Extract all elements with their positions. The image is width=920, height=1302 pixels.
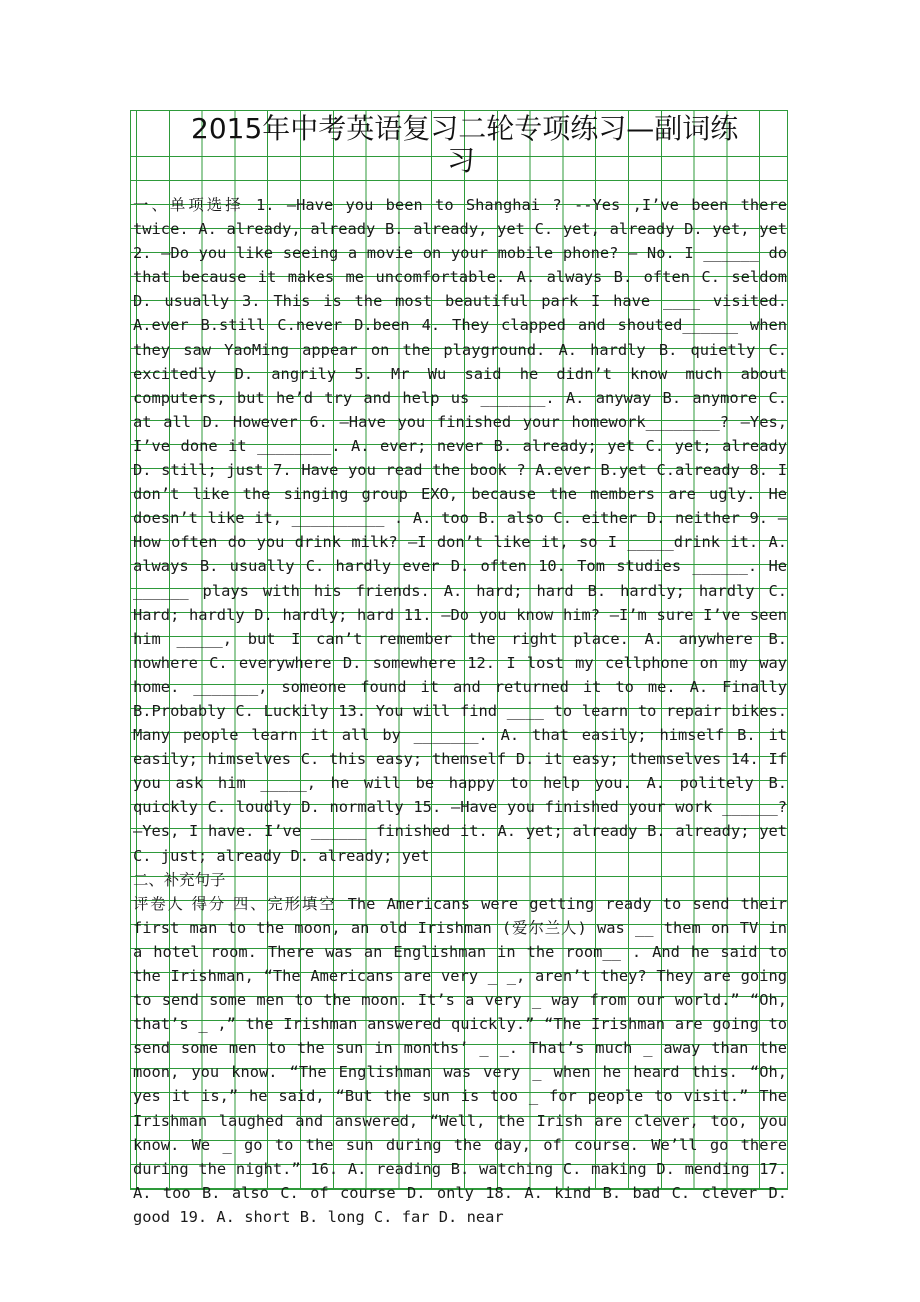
section2-heading: 二、补充句子: [133, 870, 226, 889]
section-multiple-choice: [133, 193, 787, 868]
section-cloze: [133, 892, 787, 1229]
section1-questions: 1. —Have you been to Shanghai ? --Yes ,I’ve been there twice. A. already, already B. already, yet C. yet, already D. yet, yet 2. —Do you like seeing a movie on your mobile phone? — No. I ______ do that because it makes me uncomfortable. A. always B. often C. seldom D. usually 3. This is the most beautiful park I have ____ visited. A.ever B.still C.never D.been 4. They clapped and shouted______ when they saw YaoMing appear on the playground. A. hardly B. quietly C. excitedly D. angrily 5. Mr Wu said he didn’t know much about computers, but he’d try and help us _______. A. anyway B. anymore C. at all D. However 6. —Have you finished your homework________? —Yes, I’ve done it ________. A. ever; never B. already; yet C. yet; already D. still; just 7. Have you read the book ? A.ever B.yet C.already 8. I don’t like the singing group EXO, because the members are ugly. He doesn’t like it, __________ . A. too B. also C. either D. neither 9. —How often do you drink milk? —I don’t like it, so I _____drink it. A. always B. usually C. hardly ever D. often 10. Tom studies ______. He ______ plays with his friends. A. hard; hard B. hardly; hardly C. Hard; hardly D. hardly; hard 11. —Do you know him? —I’m sure I’ve seen him _____, but I can’t remember the right place. A. anywhere B. nowhere C. everywhere D. somewhere 12. I lost my cellphone on my way home. _______, someone found it and returned it to me. A. Finally B.Probably C. Luckily 13. You will find ____ to learn to repair bikes. Many people learn it all by _______. A. that easily; himself B. it easily; himselves C. this easy; themself D. it easy; themselves 14. If you ask him _____, he will be happy to help you. A. politely B. quickly C. loudly D. normally 15. —Have you finished your work ______? —Yes, I have. I’ve ______ finished it. A. yet; already B. already; yet C. just; already D. already; yet: [133, 196, 787, 865]
title-line-2: 习: [446, 144, 475, 177]
section4-prefix: 评卷人 得分 四、完形填空: [133, 894, 337, 913]
worksheet-body: [133, 193, 787, 1229]
title-line-1: 2015年中考英语复习二轮专项练习—副词练: [191, 112, 739, 145]
section-complete-sentences: [133, 868, 787, 892]
section1-heading: 一、单项选择: [133, 196, 244, 214]
worksheet-page: [130, 110, 788, 1226]
page-title: [191, 113, 791, 177]
section4-passage: The Americans were getting ready to send their first man to the moon, an old Irishman (爱尔兰人) was __ them on TV in a hotel room. There was an Englishman in the room__ . And he said to the Irishman, “The Americans are very _ _, aren’t they? They are going to send some men to the moon. It’s a very _ way from our world.” “Oh, that’s _ ,” the Irishman answered quickly.” “The Irishman are going to send some men to the sun in months’ _ _. That’s much _ away than the moon, you know. “The Englishman was very _ when he heard this. “Oh, yes it is,” he said, “But the sun is too _ for people to visit.” The Irishman laughed and answered, “Well, the Irish are clever, too, you know. We _ go to the sun during the day, of course. We’ll go there during the night.” 16. A. reading B. watching C. making D. mending 17. A. too B. also C. of course D. only 18. A. kind B. bad C. clever D. good 19. A. short B. long C. far D. near: [133, 894, 787, 1226]
